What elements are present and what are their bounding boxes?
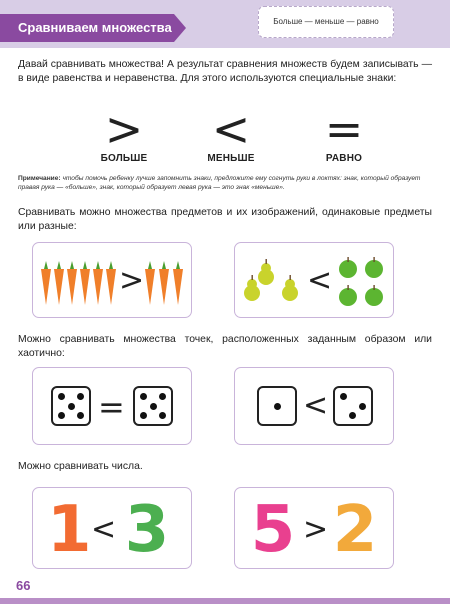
- page-number: 66: [16, 578, 31, 593]
- carrot-compare-sign: >: [119, 263, 145, 298]
- dice-equal-sign: =: [98, 388, 125, 426]
- less-sign: <: [211, 102, 251, 156]
- number-greater-sign: >: [303, 512, 329, 547]
- carrot-icon: [41, 261, 183, 305]
- number-three: 3: [124, 493, 170, 567]
- pear-icon: [244, 259, 298, 301]
- section3-text: Можно сравнивать числа.: [18, 461, 143, 472]
- equal-sign: =: [324, 102, 364, 156]
- number-less-card: [32, 487, 192, 569]
- section2-text: Можно сравнивать множества точек, расположенных заданным образом или хаотично:: [18, 334, 432, 359]
- dice-three-icon: [333, 386, 373, 426]
- number-two: 2: [332, 493, 378, 567]
- fruit-compare-sign: <: [307, 263, 333, 298]
- note-text: чтобы помочь ребенку лучше запомнить знаки, предложите ему согнуть руки в локтях: знак, который образует правая рука — «больше», знак, который образует левая рука — это знак «меньше».: [18, 175, 421, 191]
- fruit-card: [234, 242, 394, 318]
- greater-label: БОЛЬШЕ: [100, 153, 148, 164]
- number-less-sign: <: [91, 512, 117, 547]
- bottom-divider: [0, 598, 450, 604]
- less-label: МЕНЬШЕ: [207, 153, 255, 164]
- dice-less-card: [234, 367, 394, 445]
- carrot-card: [32, 242, 192, 318]
- dice-five-icon: [133, 386, 173, 426]
- dice-one-icon: [257, 386, 297, 426]
- section1-text: Сравнивать можно множества предметов и их изображений, одинаковые предметы или разные:: [18, 207, 432, 232]
- intro-paragraph: Давай сравнивать множества! А результат сравнения множеств будем записывать — в виде равенства и неравенства. Для этого используются специальные знаки:: [18, 59, 432, 84]
- dice-equal-card: [32, 367, 192, 445]
- dice-five-icon: [51, 386, 91, 426]
- number-five: 5: [250, 493, 296, 567]
- note-label: Примечание:: [18, 175, 61, 182]
- number-greater-card: [234, 487, 394, 569]
- note: [18, 174, 432, 192]
- greater-sign: >: [104, 102, 144, 156]
- page-title: Сравниваем множества: [0, 14, 174, 42]
- topic-label: Больше — меньше — равно: [258, 6, 394, 38]
- dice-less-sign: <: [303, 388, 329, 423]
- number-one: 1: [47, 493, 92, 567]
- apple-icon: [339, 257, 383, 306]
- carrot-illustration: [33, 243, 193, 319]
- equal-label: РАВНО: [325, 153, 363, 164]
